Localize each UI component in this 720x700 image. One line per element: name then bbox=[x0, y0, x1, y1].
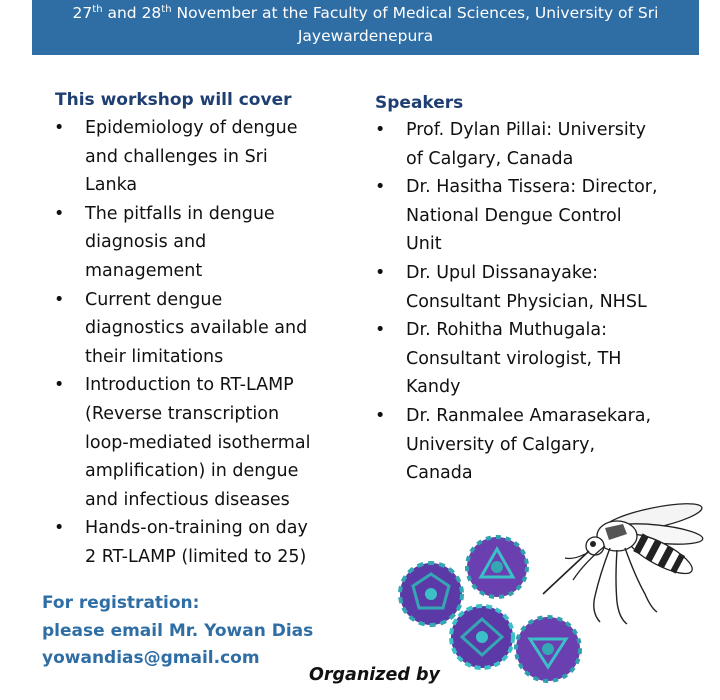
workshop-topic bbox=[54, 114, 354, 200]
workshop-topic-line: and challenges in Sri bbox=[85, 146, 268, 167]
workshop-topic bbox=[54, 286, 354, 372]
speaker-entry-line: Unit bbox=[406, 234, 442, 255]
speaker-entry-line: University of Calgary, bbox=[406, 434, 596, 455]
workshop-topic-line: 2 RT-LAMP (limited to 25) bbox=[85, 546, 307, 567]
speakers-list bbox=[375, 116, 705, 488]
speakers-heading: Speakers bbox=[375, 93, 464, 113]
registration-title: For registration: bbox=[42, 593, 200, 613]
workshop-topic-line: • Hands-on-training on day bbox=[85, 518, 308, 539]
speaker-entry-line: • Dr. Ranmalee Amarasekara, bbox=[406, 405, 652, 426]
virus-icon bbox=[516, 617, 580, 681]
banner-line-1 bbox=[32, 2, 699, 25]
speaker-entry bbox=[375, 402, 705, 488]
workshop-topic-line: amplification) in dengue bbox=[85, 461, 299, 482]
speaker-entry bbox=[375, 116, 705, 173]
mosquito-icon bbox=[543, 498, 704, 624]
speaker-entry bbox=[375, 173, 705, 259]
workshop-topic-line: • The pitfalls in dengue bbox=[85, 203, 275, 224]
workshop-topic-line: and infectious diseases bbox=[85, 489, 290, 510]
banner-and: and bbox=[102, 4, 142, 22]
speaker-entry-line: • Dr. Hasitha Tissera: Director, bbox=[406, 177, 658, 198]
workshop-topic-line: Lanka bbox=[85, 175, 138, 196]
day1: 27 bbox=[72, 4, 93, 22]
workshop-topic-line: • Epidemiology of dengue bbox=[85, 118, 298, 138]
workshop-topics-list bbox=[54, 114, 354, 572]
banner-line-2: Jayewardenepura bbox=[297, 27, 434, 45]
workshop-topic bbox=[54, 514, 354, 571]
day1-suffix: th bbox=[92, 3, 103, 15]
speaker-entry-line: Kandy bbox=[406, 377, 461, 398]
speaker-entry bbox=[375, 316, 705, 402]
workshop-heading: This workshop will cover bbox=[55, 90, 292, 110]
workshop-topic bbox=[54, 371, 354, 514]
virus-icon bbox=[451, 606, 513, 668]
virus-icon bbox=[467, 537, 527, 597]
registration-email[interactable]: yowandias@gmail.com bbox=[42, 648, 260, 668]
workshop-topic bbox=[54, 200, 354, 286]
speaker-entry-line: Consultant Physician, NHSL bbox=[406, 291, 647, 312]
workshop-topic-line: • Current dengue bbox=[85, 289, 223, 310]
speaker-entry-line: of Calgary, Canada bbox=[406, 148, 574, 169]
speaker-entry-line: • Dr. Upul Dissanayake: bbox=[406, 262, 598, 283]
speaker-entry-line: National Dengue Control bbox=[406, 205, 622, 226]
virus-icon bbox=[400, 563, 462, 625]
workshop-topic-line: diagnosis and bbox=[85, 232, 207, 253]
registration-block bbox=[42, 590, 313, 673]
event-banner bbox=[32, 0, 699, 55]
workshop-topic-line: loop-mediated isothermal bbox=[85, 432, 311, 453]
speaker-entry bbox=[375, 259, 705, 316]
registration-instruction: please email Mr. Yowan Dias bbox=[42, 620, 314, 641]
speaker-entry-line: Canada bbox=[406, 463, 473, 484]
day2: 28 bbox=[141, 4, 162, 22]
workshop-topic-line: their limitations bbox=[85, 346, 224, 367]
speaker-entry-line: Consultant virologist, TH bbox=[406, 348, 622, 369]
day2-suffix: th bbox=[161, 3, 172, 15]
speaker-entry-line: • Prof. Dylan Pillai: University bbox=[406, 120, 646, 140]
organized-by: Organized by bbox=[309, 665, 440, 685]
workshop-topic-line: management bbox=[85, 260, 203, 281]
workshop-topic-line: diagnostics available and bbox=[85, 318, 308, 339]
workshop-topic-line: • Introduction to RT-LAMP bbox=[85, 375, 294, 396]
speaker-entry-line: • Dr. Rohitha Muthugala: bbox=[406, 320, 608, 341]
workshop-topic-line: (Reverse transcription bbox=[85, 403, 280, 424]
dengue-illustration bbox=[395, 484, 705, 694]
banner-venue: November at the Faculty of Medical Sciences, University of Sri bbox=[171, 4, 659, 22]
